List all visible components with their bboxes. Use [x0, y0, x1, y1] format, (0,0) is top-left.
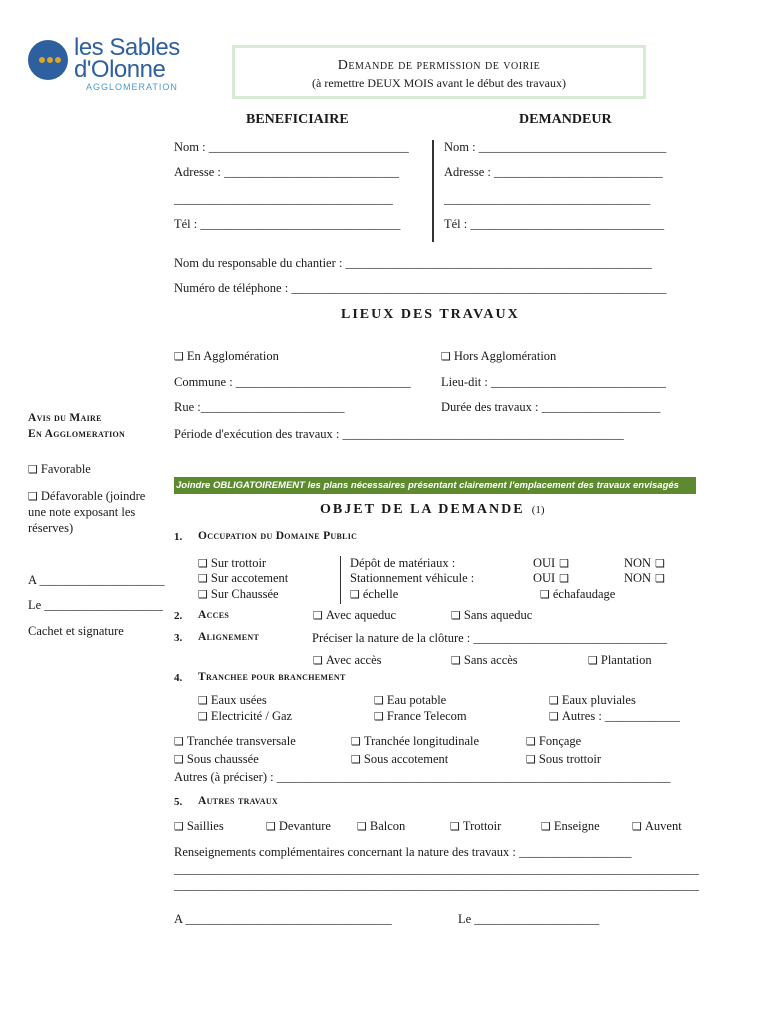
balcon-checkbox[interactable]: ❑ Balcon [357, 819, 405, 834]
objet-heading: OBJET DE LA DEMANDE [320, 502, 525, 517]
sur-accotement-checkbox[interactable]: ❑ Sur accotement [198, 571, 288, 586]
renseignements-field[interactable]: Renseignements complémentaires concernant la nature des travaux : __________________ [174, 845, 632, 859]
duree-field[interactable]: Durée des travaux : ___________________ [441, 400, 661, 414]
saillies-checkbox[interactable]: ❑ Saillies [174, 819, 224, 834]
auvent-checkbox[interactable]: ❑ Auvent [632, 819, 682, 834]
footer-date-field[interactable]: Le ____________________ [458, 912, 600, 926]
s5-number: 5. [174, 796, 183, 808]
depot-non-label: NON [624, 556, 652, 570]
defavorable-checkbox[interactable]: ❑ Défavorable (joindre [28, 489, 145, 504]
footer-lieu-field[interactable]: A _________________________________ [174, 912, 392, 926]
stationnement-oui-label: OUI [533, 571, 556, 585]
sur-trottoir-checkbox[interactable]: ❑ Sur trottoir [198, 556, 266, 571]
logo-line1: les Sables [74, 34, 180, 61]
devanture-checkbox[interactable]: ❑ Devanture [266, 819, 331, 834]
plantation-checkbox[interactable]: ❑ Plantation [588, 653, 652, 668]
s3-title: Alignement [198, 631, 260, 643]
stationnement-non-checkbox-icon: ❑ [655, 572, 665, 585]
defavorable-line2: une note exposant les [28, 505, 136, 519]
logo [28, 34, 180, 93]
sous-accotement-checkbox[interactable]: ❑ Sous accotement [351, 752, 448, 767]
demandeur-tel-field[interactable]: Tél : _______________________________ [444, 217, 665, 231]
eau-potable-checkbox[interactable]: ❑ Eau potable [374, 693, 446, 708]
stationnement-oui-checkbox-icon: ❑ [559, 572, 570, 585]
lieu-dit-field[interactable]: Lieu-dit : ____________________________ [441, 375, 666, 389]
objet-note: (1) [531, 504, 545, 516]
s4-title: Tranchee pour branchement [198, 671, 346, 683]
tranchee-transversale-checkbox[interactable]: ❑ Tranchée transversale [174, 734, 296, 749]
depot-non-option[interactable] [624, 556, 665, 571]
sans-acces-checkbox[interactable]: ❑ Sans accès [451, 653, 518, 668]
title-box [232, 45, 646, 99]
sur-chaussee-checkbox[interactable]: ❑ Sur Chaussée [198, 587, 279, 602]
demandeur-heading: DEMANDEUR [519, 112, 612, 127]
avis-maire-line1: Avis du Maire [28, 412, 102, 424]
logo-circle-icon [28, 40, 68, 80]
sans-aqueduc-checkbox[interactable]: ❑ Sans aqueduc [451, 608, 532, 623]
stationnement-label: Stationnement véhicule : [350, 571, 475, 585]
objet-heading-wrap [320, 502, 545, 518]
periode-field[interactable]: Période d'exécution des travaux : _____________________________________________ [174, 427, 624, 441]
depot-non-checkbox-icon: ❑ [655, 557, 665, 570]
sous-trottoir-checkbox[interactable]: ❑ Sous trottoir [526, 752, 601, 767]
autres-preciser-field[interactable]: Autres (à préciser) : _______________________________________________________________ [174, 770, 671, 784]
depot-oui-checkbox-icon: ❑ [559, 557, 570, 570]
beneficiaire-tel-field[interactable]: Tél : ________________________________ [174, 217, 401, 231]
avec-aqueduc-checkbox[interactable]: ❑ Avec aqueduc [313, 608, 396, 623]
s2-title: Acces [198, 609, 230, 621]
beneficiaire-adresse-line[interactable]: ___________________________________ [174, 192, 393, 206]
avis-maire-line2: En Agglomeration [28, 428, 126, 440]
cachet-label: Cachet et signature [28, 624, 124, 638]
logo-line3: AGGLOMERATION [86, 82, 178, 92]
depot-oui-label: OUI [533, 556, 556, 570]
renseignements-line1[interactable]: ____________________________________________________________________________________ [174, 862, 699, 876]
trottoir-checkbox[interactable]: ❑ Trottoir [450, 819, 501, 834]
avis-date-field[interactable]: Le ___________________ [28, 598, 164, 612]
renseignements-line2[interactable]: ____________________________________________________________________________________ [174, 878, 699, 892]
avec-acces-checkbox[interactable]: ❑ Avec accès [313, 653, 382, 668]
hors-agglomeration-checkbox[interactable]: ❑ Hors Agglomération [441, 349, 556, 364]
cloture-field[interactable]: Préciser la nature de la clôture : _______________________________ [312, 631, 668, 645]
s2-number: 2. [174, 610, 183, 622]
commune-field[interactable]: Commune : ____________________________ [174, 375, 411, 389]
sous-chaussee-checkbox[interactable]: ❑ Sous chaussée [174, 752, 259, 767]
s3-number: 3. [174, 632, 183, 644]
depot-oui-option[interactable] [533, 556, 569, 571]
beneficiaire-nom-field[interactable]: Nom : ________________________________ [174, 140, 409, 154]
enseigne-checkbox[interactable]: ❑ Enseigne [541, 819, 600, 834]
echelle-checkbox[interactable]: ❑ échelle [350, 587, 398, 602]
electricite-gaz-checkbox[interactable]: ❑ Electricité / Gaz [198, 709, 292, 724]
lieux-heading: LIEUX DES TRAVAUX [341, 307, 520, 322]
responsable-field[interactable]: Nom du responsable du chantier : _________________________________________________ [174, 256, 652, 270]
eaux-usees-checkbox[interactable]: ❑ Eaux usées [198, 693, 267, 708]
stationnement-oui-option[interactable] [533, 571, 569, 586]
plans-banner: Joindre OBLIGATOIREMENT les plans nécessaires présentant clairement l'emplacement des travaux envisagés [174, 477, 696, 494]
foncage-checkbox[interactable]: ❑ Fonçage [526, 734, 581, 749]
demandeur-adresse-line[interactable]: _________________________________ [444, 192, 651, 206]
depot-label: Dépôt de matériaux : [350, 556, 456, 570]
tranchee-longitudinale-checkbox[interactable]: ❑ Tranchée longitudinale [351, 734, 479, 749]
beneficiaire-adresse-field[interactable]: Adresse : ____________________________ [174, 165, 399, 179]
demandeur-nom-field[interactable]: Nom : ______________________________ [444, 140, 667, 154]
s1-divider [340, 556, 341, 604]
defavorable-line3: réserves) [28, 521, 74, 535]
beneficiaire-heading: BENEFICIAIRE [246, 112, 349, 127]
en-agglomeration-checkbox[interactable]: ❑ En Agglomération [174, 349, 279, 364]
stationnement-non-label: NON [624, 571, 652, 585]
s1-number: 1. [174, 531, 183, 543]
s1-title: Occupation du Domaine Public [198, 530, 358, 542]
eaux-pluviales-checkbox[interactable]: ❑ Eaux pluviales [549, 693, 636, 708]
demandeur-adresse-field[interactable]: Adresse : ___________________________ [444, 165, 663, 179]
page-title: Demande de permission de voirie [337, 58, 541, 73]
column-divider [432, 140, 434, 242]
favorable-checkbox[interactable]: ❑ Favorable [28, 462, 91, 477]
autres-branchement-checkbox[interactable]: ❑ Autres : ____________ [549, 709, 680, 724]
s4-number: 4. [174, 672, 183, 684]
echafaudage-checkbox[interactable]: ❑ échafaudage [540, 587, 615, 602]
telephone-field[interactable]: Numéro de téléphone : ____________________________________________________________ [174, 281, 667, 295]
page-subtitle: (à remettre DEUX MOIS avant le début des travaux) [312, 76, 566, 90]
rue-field[interactable]: Rue :_______________________ [174, 400, 345, 414]
avis-lieu-field[interactable]: A ____________________ [28, 573, 165, 587]
s5-title: Autres travaux [198, 795, 278, 807]
logo-line2: d'Olonne [74, 56, 166, 83]
stationnement-non-option[interactable] [624, 571, 665, 586]
france-telecom-checkbox[interactable]: ❑ France Telecom [374, 709, 467, 724]
